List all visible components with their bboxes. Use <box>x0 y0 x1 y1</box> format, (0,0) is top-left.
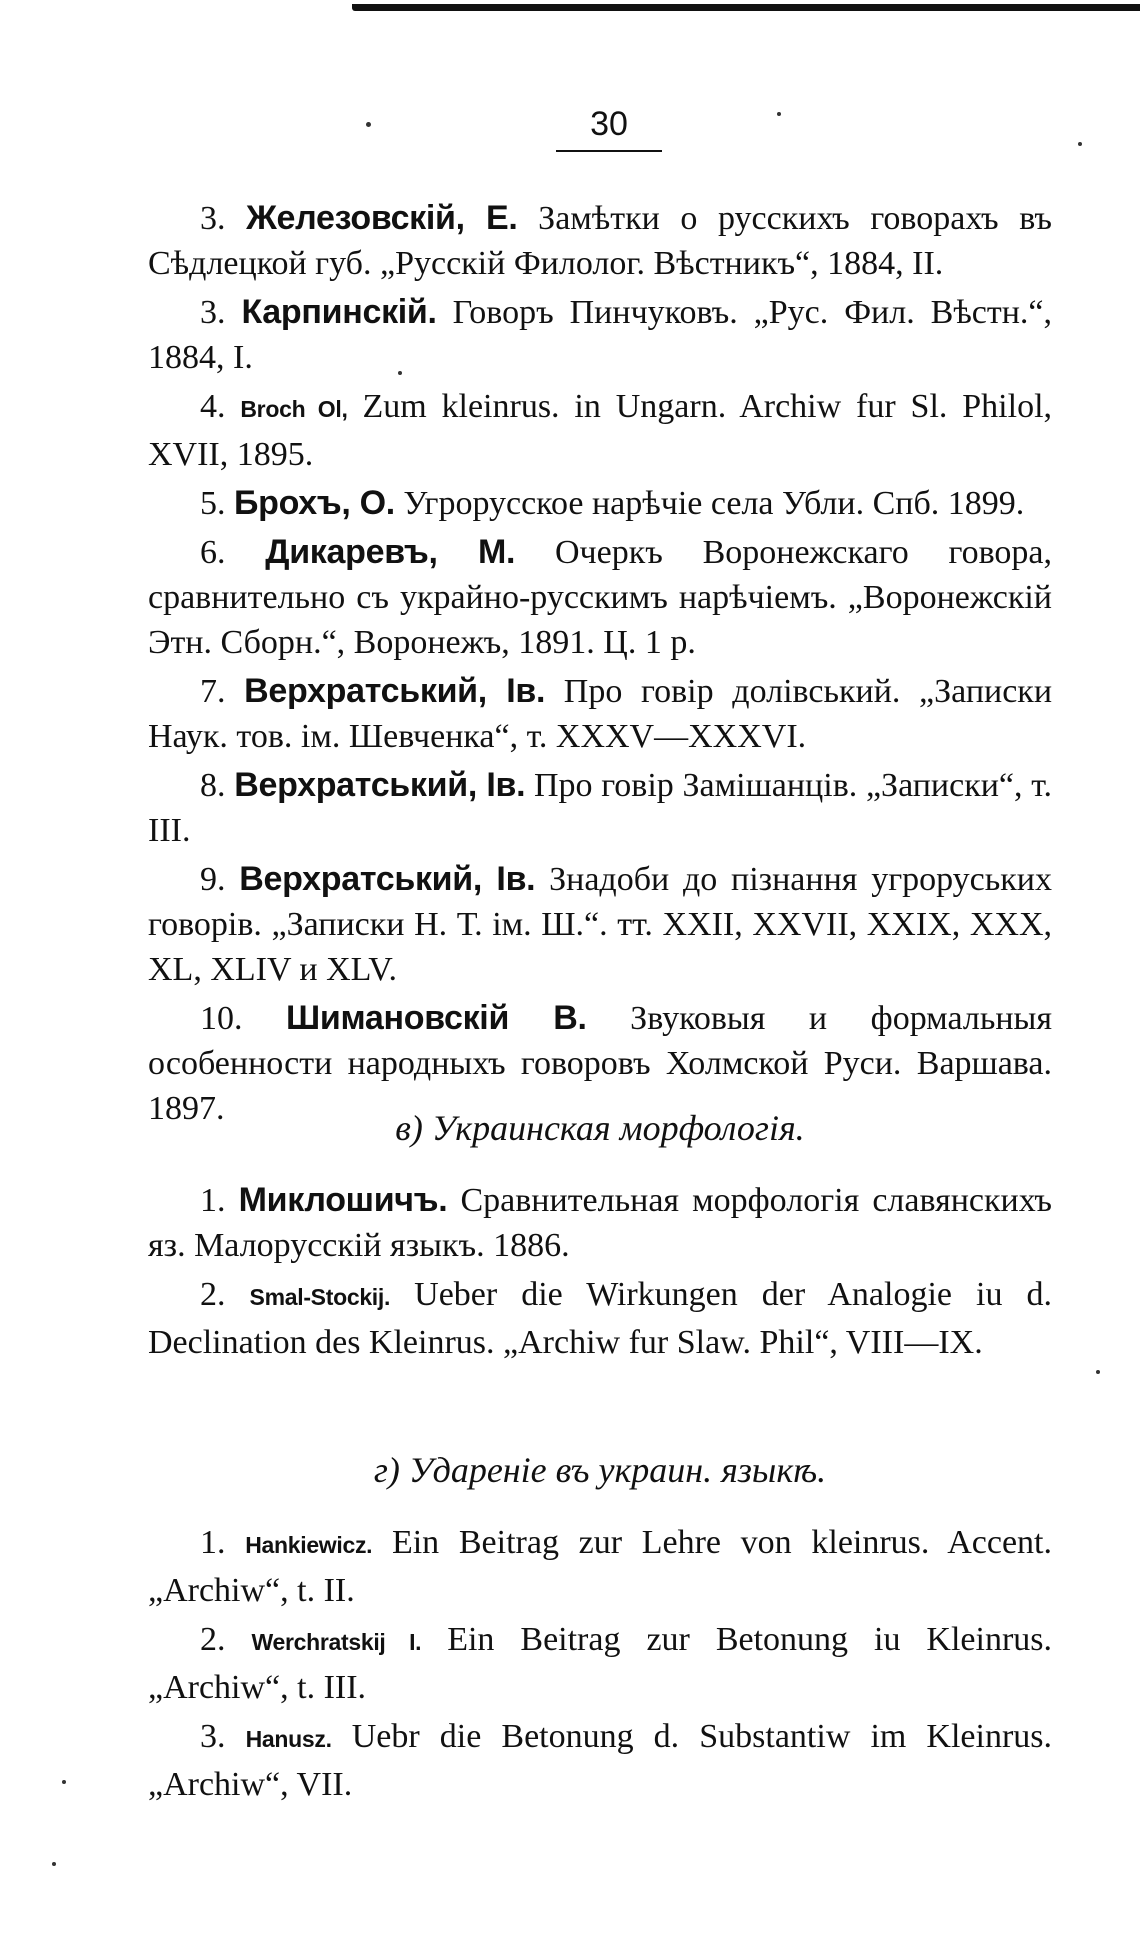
section-stress <box>148 1520 1052 1811</box>
scan-speck <box>1096 1370 1100 1374</box>
scan-speck <box>366 122 371 127</box>
entry-number: 1. <box>200 1182 226 1219</box>
section-heading-morphology: в) Украинская морфологія. <box>395 1108 805 1148</box>
entry-number: 8. <box>200 767 226 804</box>
bib-entry <box>148 1272 1052 1365</box>
bib-entry <box>148 384 1052 477</box>
entry-author: Broch Ol, <box>240 396 348 422</box>
entry-text: Знадоби до пізнання угроруських говорів. „Записки Н. Т. ім. Ш.“. тт. XXII, XXVII, XXIX, XXX, XL, XLIV и XLV. <box>148 861 1052 988</box>
scan-speck <box>398 371 402 375</box>
bib-entry <box>148 196 1052 286</box>
entry-author: Дикаревъ, М. <box>265 533 516 571</box>
entry-number: 6. <box>200 534 226 571</box>
bib-entry <box>148 857 1052 992</box>
entry-number: 2. <box>200 1621 226 1658</box>
section-heading-stress: г) Ударенiе въ украин. языкѣ. <box>373 1450 827 1490</box>
entry-number: 5. <box>200 485 226 522</box>
entry-author: Брохъ, О. <box>234 484 395 522</box>
bib-entry <box>148 1714 1052 1807</box>
scan-speck <box>777 112 781 116</box>
entry-author: Железовскій, Е. <box>246 199 518 237</box>
section-morphology <box>148 1178 1052 1369</box>
page-number-rule <box>556 150 662 152</box>
bib-entry <box>148 763 1052 853</box>
entry-number: 1. <box>200 1524 226 1561</box>
entry-author: Smal-Stockij. <box>249 1284 391 1310</box>
entry-author: Werchratskij I. <box>251 1629 422 1655</box>
bib-entry <box>148 669 1052 759</box>
entry-text: Говоръ Пинчуковъ. „Рус. Фил. Вѣстн.“, 1884, I. <box>148 294 1053 376</box>
entry-number: 3. <box>200 200 226 237</box>
entry-author: Верхратський, Iв. <box>239 860 536 898</box>
entry-author: Карпинскій. <box>241 293 437 331</box>
entry-text: Ein Beitrag zur Lehre von kleinrus. Accent. „Archiw“, t. II. <box>148 1524 1052 1609</box>
entry-number: 2. <box>200 1276 226 1313</box>
entry-number: 3. <box>200 1718 226 1755</box>
bib-entry <box>148 481 1052 526</box>
page-number: 30 <box>590 105 628 143</box>
entry-text: Про говір долівський. „Записки Наук. тов. ім. Шевченка“, т. XXXV—XXXVI. <box>148 673 1053 755</box>
bib-entry <box>148 1617 1052 1710</box>
entry-number: 10. <box>200 1000 243 1037</box>
entry-text: Uebr die Betonung d. Substantiw im Kleinrus. „Archiw“, VII. <box>148 1718 1053 1803</box>
section-dialects <box>148 196 1052 1135</box>
entry-author: Верхратський, Iв. <box>234 766 526 804</box>
bib-entry <box>148 1520 1052 1613</box>
entry-number: 9. <box>200 861 226 898</box>
entry-text: Звуковыя и формальныя особенности народныхъ говоровъ Холмской Руси. Варшава. 1897. <box>148 1000 1052 1127</box>
entry-number: 7. <box>200 673 226 710</box>
bib-entry <box>148 1178 1052 1268</box>
entry-text: Ein Beitrag zur Betonung iu Kleinrus. „Archiw“, t. III. <box>148 1621 1052 1706</box>
entry-text: Про говір Замішанців. „Записки“, т. III. <box>148 767 1053 849</box>
entry-text: Замѣтки о русскихъ говорахъ въ Сѣдлецкой губ. „Русскій Филолог. Вѣстникъ“, 1884, II. <box>148 200 1053 282</box>
entry-number: 3. <box>200 294 226 331</box>
entry-author: Миклошичъ. <box>238 1181 448 1219</box>
top-border-rule <box>352 4 1140 11</box>
entry-author: Hanusz. <box>245 1726 332 1752</box>
bib-entry <box>148 530 1052 665</box>
entry-author: Верхратський, Iв. <box>244 672 546 710</box>
entry-text: Сравнительная морфологія славянскихъ яз. Малорусскій языкъ. 1886. <box>148 1182 1052 1264</box>
scan-speck <box>52 1862 56 1866</box>
entry-author: Шимановскій В. <box>286 999 587 1037</box>
entry-text: Очеркъ Воронежскаго говора, сравнительно съ украйно-русскимъ нарѣчіемъ. „Воронежскій Этн. Сборн.“, Воронежъ, 1891. Ц. 1 р. <box>148 534 1052 661</box>
scan-speck <box>1078 142 1082 146</box>
entry-text: Zum kleinrus. in Ungarn. Archiw fur Sl. Philol, XVII, 1895. <box>148 388 1053 473</box>
entry-text: Угрорусское нарѣчіе села Убли. Спб. 1899. <box>403 485 1025 522</box>
entry-author: Hankiewicz. <box>245 1532 373 1558</box>
bib-entry <box>148 290 1052 380</box>
entry-text: Ueber die Wirkungen der Analogie iu d. Declination des Kleinrus. „Archiw fur Slaw. Phil“, VIII—IX. <box>148 1276 1053 1361</box>
entry-number: 4. <box>200 388 226 425</box>
scan-speck <box>62 1780 66 1784</box>
